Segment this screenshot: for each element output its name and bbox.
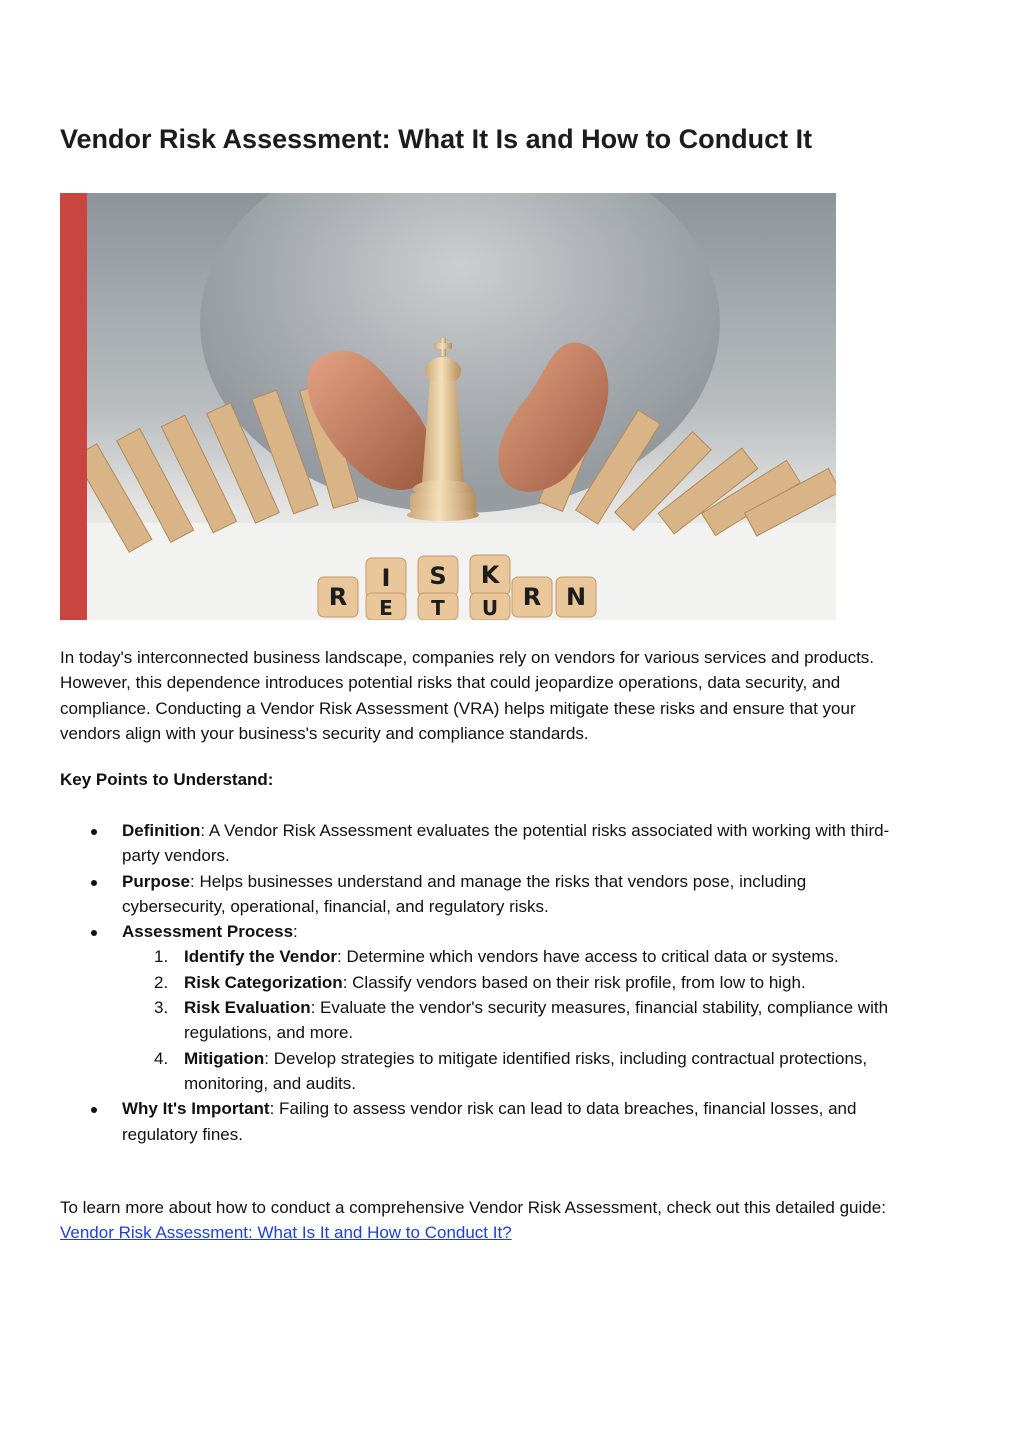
step-term: Mitigation — [184, 1048, 265, 1068]
step-item — [60, 970, 900, 995]
svg-text:S: S — [429, 562, 447, 590]
svg-text:R: R — [328, 583, 348, 611]
step-text: : Classify vendors based on their risk profile, from low to high. — [342, 972, 806, 992]
svg-text:U: U — [481, 596, 499, 620]
step-item — [60, 995, 900, 1046]
step-number: 1. — [154, 947, 169, 967]
accent-bar — [60, 193, 87, 620]
item-text: : Failing to assess vendor risk can lead to data breaches, financial losses, and regulatory fines. — [122, 1099, 857, 1144]
step-text: : Evaluate the vendor's security measures, financial stability, compliance with regulations, and more. — [184, 998, 889, 1043]
item-term: Purpose — [122, 871, 191, 891]
step-number: 3. — [154, 998, 169, 1018]
svg-text:N: N — [565, 583, 587, 611]
item-term: Why It's Important — [122, 1099, 270, 1119]
guide-link[interactable]: Vendor Risk Assessment: What Is It and How to Conduct It? — [60, 1223, 512, 1243]
item-text: : Helps businesses understand and manage the risks that vendors pose, including cybersecurity, operational, financial, and regulatory risks. — [122, 871, 807, 916]
key-points-heading: Key Points to Understand: — [60, 770, 274, 789]
closing-text: To learn more about how to conduct a comprehensive Vendor Risk Assessment, check out this detailed guide: — [60, 1198, 886, 1217]
step-text: : Develop strategies to mitigate identified risks, including contractual protections, monitoring, and audits. — [184, 1048, 868, 1093]
step-number: 4. — [154, 1048, 169, 1068]
step-number: 2. — [154, 972, 169, 992]
svg-text:K: K — [480, 561, 500, 589]
item-text: : — [293, 922, 298, 942]
item-term: Assessment Process — [122, 922, 294, 942]
intro-paragraph: In today's interconnected business landscape, companies rely on vendors for various services and products. However, this dependence introduces potential risks that could jeopardize operations, data security, and compliance. Conducting a Vendor Risk Assessment (VRA) helps mitigate these risks and ensure that your vendors align with your business's security and compliance standards. — [60, 648, 875, 743]
svg-text:E: E — [379, 596, 393, 620]
bullet-icon — [91, 930, 97, 936]
svg-text:T: T — [431, 596, 445, 620]
step-term: Risk Categorization — [184, 972, 343, 992]
bullet-icon — [91, 1107, 97, 1113]
list-item — [60, 818, 900, 869]
key-points-list — [60, 818, 900, 1147]
list-item — [60, 1096, 900, 1147]
bullet-icon — [91, 829, 97, 835]
svg-text:R: R — [522, 583, 542, 611]
step-term: Risk Evaluation — [184, 998, 311, 1018]
step-term: Identify the Vendor — [184, 947, 338, 967]
svg-text:I: I — [381, 564, 391, 592]
hero-image — [60, 193, 836, 620]
bullet-icon — [91, 880, 97, 886]
page-title: Vendor Risk Assessment: What It Is and How to Conduct It — [60, 124, 813, 154]
list-item — [60, 919, 900, 944]
list-item — [60, 869, 900, 920]
step-text: : Determine which vendors have access to critical data or systems. — [337, 947, 839, 967]
item-term: Definition — [122, 821, 201, 840]
step-item — [60, 944, 900, 969]
closing-paragraph — [60, 1195, 900, 1246]
tile-row-top — [366, 555, 510, 598]
step-item — [60, 1046, 900, 1097]
item-text: : A Vendor Risk Assessment evaluates the potential risks associated with working with third-party vendors. — [122, 821, 890, 866]
